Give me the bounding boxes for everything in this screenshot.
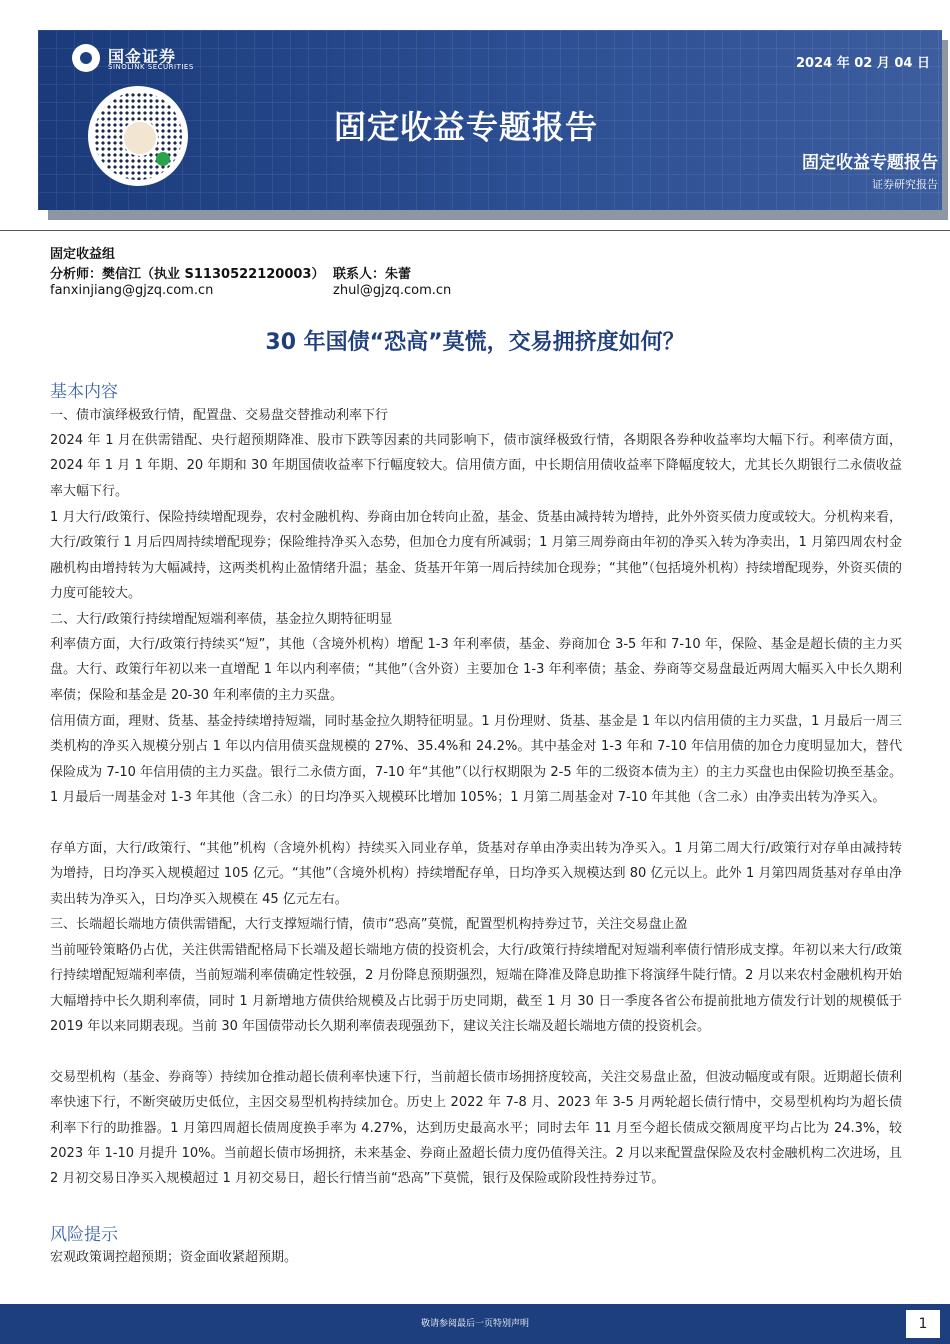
section-heading-risk: 风险提示 [50, 1225, 118, 1245]
paragraph-3: 利率债方面，大行/政策行持续买“短”，其他（含境外机构）增配 1-3 年利率债，基金、券商加仓 3-5 年和 7-10 年，保险、基金是超长债的主力买盘。大行、政策行年初以来一直增配 1 年以内利率债；“其他”（含外资）主要加仓 1-3 年利率债；基金、券商等交易盘最近两周大幅买入中长久期利率债；保险和基金是 20-30 年利率债的主力买盘。 [50, 637, 902, 703]
banner-title: 固定收益专题报告 [334, 108, 599, 146]
heading-one: 一、债市演绎极致行情，配置盘、交易盘交替推动利率下行 [50, 408, 389, 423]
section-heading-basic: 基本内容 [50, 382, 118, 402]
paragraph-4: 信用债方面，理财、货基、基金持续增持短端，同时基金拉久期特征明显。1 月份理财、货基、基金是 1 年以内信用债的主力买盘，1 月最后一周三类机构的净买入规模分别占 1 年以内信用债买盘规模的 27%、35.4%和 24.2%。其中基金对 1-3 年和 7-10 年信用债的加仓力度明显加大，替代保险成为 7-10 年信用债的主力买盘。银行二永债方面，7-10 年“其他”（以行权期限为 2-5 年的二级资本债为主）的主力买盘也由保险切换至基金。1 月最后一周基金对 1-3 年其他（含二永）的日均净买入规模环比增加 105%；1 月第二周基金对 7-10 年其他（含二永）由净卖出转为净买入。 [50, 714, 902, 805]
banner-category: 证券研究报告 [872, 178, 938, 191]
brand-name-cn: 国金证券 [108, 47, 177, 66]
brand-name-en: SINOLINK SECURITIES [108, 63, 194, 71]
heading-two: 二、大行/政策行持续增配短端利率债，基金拉久期特征明显 [50, 612, 393, 627]
header-banner [38, 30, 942, 210]
paragraph-1: 2024 年 1 月在供需错配、央行超预期降准、股市下跌等因素的共同影响下，债市演绎极致行情，各期限各券种收益率均大幅下行。利率债方面，2024 年 1 月 1 年期、20 年期和 30 年期国债收益率下行幅度较大。信用债方面，中长期信用债收益率下降幅度较大，尤其长久期银行二永债收益率大幅下行。 [50, 433, 902, 499]
sinolink-logo-icon [72, 44, 100, 72]
banner-subtitle: 固定收益专题报告 [802, 153, 938, 173]
paragraph-2: 1 月大行/政策行、保险持续增配现券，农村金融机构、券商由加仓转向止盈，基金、货基由减持转为增持，此外外资买债力度或较大。分机构来看，大行/政策行 1 月后四周持续增配现券；保险维持净买入态势，但加仓力度有所减弱；1 月第三周券商由年初的净买入转为净卖出，1 月第四周农村金融机构由增持转为大幅减持，这两类机构止盈情绪升温；基金、货基开年第一周后持续加仓现券；“其他”（包括境外机构）持续增配现券，外资买债的力度可能较大。 [50, 510, 902, 601]
qr-logo-icon [122, 120, 158, 156]
paragraph-7: 交易型机构（基金、券商等）持续加仓推动超长债利率快速下行，当前超长债市场拥挤度较高，关注交易盘止盈，但波动幅度或有限。近期超长债利率快速下行，不断突破历史低位，主因交易型机构持续加仓。历史上 2022 年 7-8 月、2023 年 3-5 月两轮超长债行情中，交易型机构均为超长债利率下行的助推器。1 月第四周超长债周度换手率为 4.27%，达到历史最高水平；同时去年 11 月至今超长债成交额周度平均占比为 24.3%，较 2023 年 1-10 月提升 10%。当前超长债市场拥挤，未来基金、券商止盈超长债力度仍值得关注。2 月以来配置盘保险及农村金融机构二次进场，且 2 月初交易日净买入规模超过 1 月初交易日，超长行情当前“恐高”下莫慌，银行及保险或阶段性持券过节。 [50, 1070, 902, 1187]
risk-text: 宏观政策调控超预期；资金面收紧超预期。 [50, 1250, 298, 1265]
page-number: 1 [906, 1310, 940, 1338]
analyst-email[interactable]: fanxinjiang@gjzq.com.cn [50, 283, 214, 298]
footer-disclaimer[interactable]: 敬请参阅最后一页特别声明 [420, 1319, 529, 1329]
paragraph-6: 当前哑铃策略仍占优，关注供需错配格局下长端及超长端地方债的投资机会，大行/政策行持续增配对短端利率债行情形成支撑。年初以来大行/政策行持续增配短端利率债，当前短端利率债确定性较强，2 月份降息预期强烈，短端在降准及降息助推下将演绎牛陡行情。2 月以来农村金融机构开始大幅增持中长久期利率债，同时 1 月新增地方债供给规模及占比弱于历史同期，截至 1 月 30 日一季度各省公布提前批地方债发行计划的规模低于 2019 年以来同期表现。当前 30 年国债带动长久期利率债表现强劲下，建议关注长端及超长端地方债的投资机会。 [50, 943, 902, 1034]
paragraph-5: 存单方面，大行/政策行、“其他”机构（含境外机构）持续买入同业存单，货基对存单由净卖出转为净买入。1 月第二周大行/政策行对存单由减持转为增持，日均净买入规模超过 105 亿元。“其他”（含境外机构）持续增配存单，日均净买入规模达到 80 亿元以上。此外 1 月第四周货基对存单由净卖出转为净买入，日均净买入规模在 45 亿元左右。 [50, 841, 902, 907]
report-date: 2024 年 02 月 04 日 [796, 56, 930, 71]
contact-email[interactable]: zhul@gjzq.com.cn [333, 283, 452, 298]
analyst-line: 分析师：樊信江（执业 S1130522120003） [50, 267, 325, 282]
document-title: 30 年国债“恐高”莫慌，交易拥挤度如何？ [265, 330, 685, 355]
research-group: 固定收益组 [50, 247, 116, 262]
heading-three: 三、长端超长端地方债供需错配，大行支撑短端行情，债市“恐高”莫慌，配置型机构持券过节，关注交易盘止盈 [50, 917, 688, 932]
qr-code-icon [88, 86, 188, 186]
header-divider [0, 230, 950, 231]
wechat-badge-icon [156, 152, 170, 166]
contact-line: 联系人：朱蕾 [333, 267, 412, 282]
